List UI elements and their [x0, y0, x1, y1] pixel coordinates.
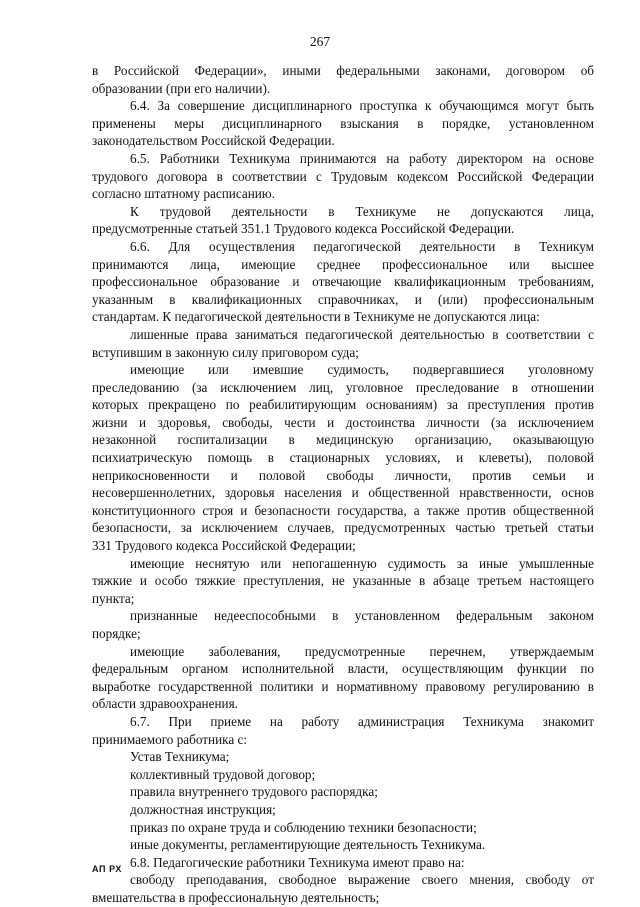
- text-line: выработке государственной политики и нормативному правовому регулированию в: [92, 678, 594, 694]
- text-line: согласно штатному расписанию.: [92, 186, 275, 202]
- text-line: должностная инструкция;: [130, 801, 276, 817]
- text-line: правила внутреннего трудового распорядка;: [130, 784, 378, 800]
- text-line: 6.6. Для осуществления педагогической деятельности в Техникум: [130, 238, 594, 254]
- text-line: безопасности, за исключением случаев, предусмотренных частью третьей статьи: [92, 520, 594, 536]
- text-line: имеющие заболевания, предусмотренные перечнем, утверждаемым: [130, 643, 594, 659]
- text-line: К трудовой деятельности в Техникуме не допускаются лица,: [130, 203, 594, 219]
- text-line: преследованию (за исключением лиц, уголовное преследование в отношении: [92, 379, 594, 395]
- text-line: психиатрическую помощь в стационарных условиях, и клеветы), половой: [92, 450, 594, 466]
- text-line: федеральным органом исполнительной власти, осуществляющим функции по: [92, 661, 594, 677]
- text-line: применены меры дисциплинарного взыскания в порядке, установленном: [92, 115, 594, 131]
- footer-stamp: АП РХ: [92, 864, 123, 874]
- text-line: в Российской Федерации», иными федеральными законами, договором об: [92, 63, 594, 78]
- document-body: [92, 62, 594, 907]
- text-line: образовании (при его наличии).: [92, 80, 271, 96]
- text-line: жизни и здоровья, свободы, чести и достоинства личности (за исключением: [92, 414, 594, 430]
- text-line: свободу преподавания, свободное выражение своего мнения, свободу от: [130, 872, 594, 888]
- text-line: принимаемого работника с:: [92, 731, 248, 747]
- text-line: имеющие или имевшие судимость, подвергавшиеся уголовному: [130, 362, 594, 378]
- text-line: указанным в квалификационных справочниках, и (или) профессиональным: [92, 291, 594, 307]
- text-line: признанные недееспособными в установленном федеральным законом: [130, 608, 594, 624]
- text-line: неприкосновенности и половой свободы личности, против семьи и: [92, 467, 594, 483]
- text-line: области здравоохранения.: [92, 696, 238, 712]
- text-line: 6.7. При приеме на работу администрация Техникума знакомит: [130, 713, 594, 729]
- text-line: стандартам. К педагогической деятельности в Техникуме не допускаются лица:: [92, 309, 540, 325]
- text-line: вмешательства в профессиональную деятельность;: [92, 889, 380, 905]
- text-line: 6.8. Педагогические работники Техникума имеют право на:: [130, 854, 465, 870]
- text-line: пункта;: [92, 590, 135, 606]
- text-line: 331 Трудового кодекса Российской Федерации;: [92, 538, 356, 554]
- page-number: 267: [309, 34, 331, 49]
- text-line: вступившим в законную силу приговором суда;: [92, 344, 359, 360]
- text-line: коллективный трудовой договор;: [130, 766, 316, 782]
- text-line: предусмотренные статьей 351.1 Трудового кодекса Российской Федерации.: [92, 221, 515, 237]
- text-line: законодательством Российской Федерации.: [92, 133, 335, 149]
- text-line: имеющие неснятую или непогашенную судимость за иные умышленные: [130, 555, 594, 571]
- text-line: приказ по охране труда и соблюдению техники безопасности;: [130, 819, 477, 835]
- text-line: 6.5. Работники Техникума принимаются на работу директором на основе: [130, 150, 594, 166]
- text-line: лишенные права заниматься педагогической деятельностью в соответствии с: [130, 326, 594, 342]
- text-line: трудового договора в соответствии с Трудовым кодексом Российской Федерации: [92, 168, 594, 184]
- text-line: иные документы, регламентирующие деятельность Техникума.: [130, 837, 486, 853]
- text-line: несовершеннолетних, здоровья населения и общественной нравственности, основ: [92, 485, 594, 501]
- text-line: конституционного строя и безопасности государства, а также против общественной: [92, 502, 594, 518]
- text-line: 6.4. За совершение дисциплинарного проступка к обучающимся могут быть: [130, 98, 594, 114]
- text-line: профессиональное образование и отвечающие квалификационным требованиям,: [92, 274, 594, 290]
- text-line: незаконной госпитализации в медицинскую организацию, оказывающую: [92, 432, 594, 448]
- text-line: Устав Техникума;: [130, 749, 230, 765]
- text-line: принимаются лица, имеющие среднее профессиональное или высшее: [92, 256, 594, 272]
- text-line: тяжкие и особо тяжкие преступления, не указанные в абзаце третьем настоящего: [92, 573, 594, 589]
- text-line: которых прекращено по реабилитирующим основаниям) за преступления против: [92, 397, 594, 413]
- text-line: порядке;: [92, 626, 141, 641]
